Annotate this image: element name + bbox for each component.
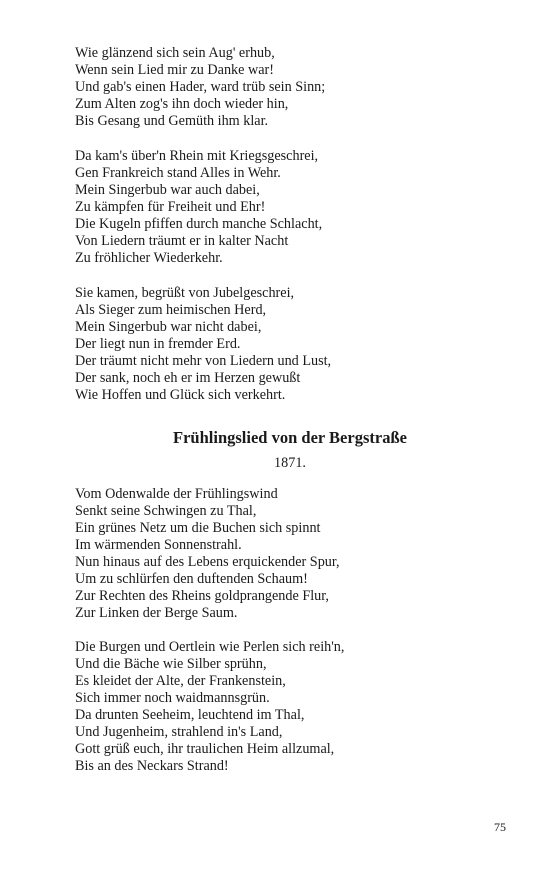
stanza-5 [75,639,515,775]
verse-line: Bis an des Neckars Strand! [75,758,229,774]
stanza-1 [75,45,515,130]
poem-year: 1871. [274,455,306,471]
poem-title: Frühlingslied von der Bergstraße [173,428,407,447]
verse-line: Und Jugenheim, strahlend in's Land, [75,724,283,740]
verse-line: Da kam's über'n Rhein mit Kriegsgeschrei, [75,148,319,164]
verse-line: Senkt seine Schwingen zu Thal, [75,503,257,519]
verse-line: Und gab's einen Hader, ward trüb sein Sinn; [75,79,326,95]
verse-line: Zum Alten zog's ihn doch wieder hin, [75,96,289,112]
page-number: 75 [494,820,506,834]
verse-line: Zur Linken der Berge Saum. [75,605,238,621]
verse-line: Die Kugeln pfiffen durch manche Schlacht, [75,216,323,232]
verse-line: Sie kamen, begrüßt von Jubelgeschrei, [75,285,295,301]
stanza-4 [75,486,515,622]
verse-line: Nun hinaus auf des Lebens erquickender Spur, [75,554,340,570]
verse-line: Mein Singerbub war nicht dabei, [75,319,262,335]
verse-line: Zu kämpfen für Freiheit und Ehr! [75,199,266,215]
verse-line: Der sank, noch eh er im Herzen gewußt [75,370,301,386]
verse-line: Es kleidet der Alte, der Frankenstein, [75,673,286,689]
verse-line: Im wärmenden Sonnenstrahl. [75,537,242,553]
verse-line: Zur Rechten des Rheins goldprangende Flur, [75,588,329,604]
verse-line: Die Burgen und Oertlein wie Perlen sich reih'n, [75,639,345,655]
verse-line: Als Sieger zum heimischen Herd, [75,302,267,318]
stanza-2 [75,148,515,267]
verse-line: Vom Odenwalde der Frühlingswind [75,486,278,502]
verse-line: Gen Frankreich stand Alles in Wehr. [75,165,281,181]
verse-line: Bis Gesang und Gemüth ihm klar. [75,113,269,129]
verse-line: Wie Hoffen und Glück sich verkehrt. [75,387,286,403]
verse-line: Und die Bäche wie Silber sprühn, [75,656,267,672]
verse-line: Ein grünes Netz um die Buchen sich spinnt [75,520,321,536]
verse-line: Da drunten Seeheim, leuchtend im Thal, [75,707,305,723]
verse-line: Wenn sein Lied mir zu Danke war! [75,62,274,78]
verse-line: Der träumt nicht mehr von Liedern und Lust, [75,353,332,369]
verse-line: Sich immer noch waidmannsgrün. [75,690,270,706]
verse-line: Wie glänzend sich sein Aug' erhub, [75,45,275,61]
verse-line: Mein Singerbub war auch dabei, [75,182,260,198]
verse-line: Zu fröhlicher Wiederkehr. [75,250,223,266]
verse-line: Der liegt nun in fremder Erd. [75,336,241,352]
verse-line: Um zu schlürfen den duftenden Schaum! [75,571,308,587]
verse-line: Von Liedern träumt er in kalter Nacht [75,233,289,249]
stanza-3 [75,285,515,404]
verse-line: Gott grüß euch, ihr traulichen Heim allzumal, [75,741,335,757]
